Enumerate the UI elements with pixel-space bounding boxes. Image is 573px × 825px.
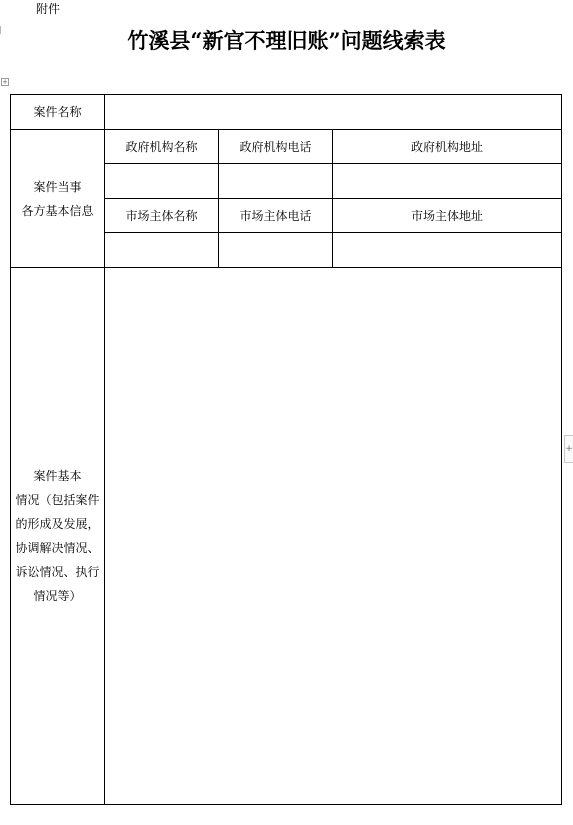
market-name-header (105, 199, 219, 233)
situation-label-cell (11, 268, 105, 805)
situation-row (11, 268, 562, 805)
market-address-header (333, 199, 562, 233)
gov-name-header-text: 政府机构名称 (125, 139, 198, 154)
market-phone-input[interactable] (219, 233, 333, 268)
market-phone-header-text: 市场主体电话 (239, 208, 312, 223)
parties-label-line1: 案件当事 (33, 179, 82, 194)
case-name-label-cell (11, 95, 105, 130)
gov-phone-input[interactable] (219, 164, 333, 199)
situation-label-line4: 协调解决情况、 (15, 541, 100, 555)
case-name-label: 案件名称 (33, 105, 82, 119)
market-address-header-text: 市场主体地址 (411, 208, 484, 223)
parties-label (21, 175, 93, 223)
situation-label-line6: 情况等） (33, 589, 82, 603)
situation-label (15, 464, 99, 608)
situation-label-line3: 的形成及发展， (15, 517, 100, 531)
page-title: 竹溪县“新官不理旧账”问题线索表 (127, 28, 446, 53)
gov-name-input[interactable] (105, 164, 219, 199)
clue-form-table (10, 94, 562, 805)
situation-label-line5: 诉讼情况、执行 (15, 565, 100, 579)
gov-phone-header-text: 政府机构电话 (239, 139, 312, 154)
situation-input-cell[interactable] (105, 268, 562, 805)
gov-name-header (105, 130, 219, 164)
gov-address-input[interactable] (333, 164, 562, 199)
market-name-input[interactable] (105, 233, 219, 268)
gov-header-row (11, 130, 562, 164)
table-move-handle-icon[interactable]: + (2, 78, 8, 86)
table-add-column-icon[interactable]: + (564, 435, 573, 463)
parties-label-line2: 各方基本信息 (21, 203, 94, 218)
situation-label-line2: 情况（包括案件 (15, 493, 100, 507)
situation-label-line1: 案件基本 (33, 469, 82, 483)
parties-label-cell (11, 130, 105, 268)
attachment-label: 附件 (36, 2, 61, 16)
market-name-header-text: 市场主体名称 (125, 208, 198, 223)
case-name-row (11, 95, 562, 130)
gov-address-header (333, 130, 562, 164)
gov-phone-header (219, 130, 333, 164)
case-name-input-cell[interactable] (105, 95, 562, 130)
gov-address-header-text: 政府机构地址 (411, 139, 484, 154)
market-phone-header (219, 199, 333, 233)
market-address-input[interactable] (333, 233, 562, 268)
